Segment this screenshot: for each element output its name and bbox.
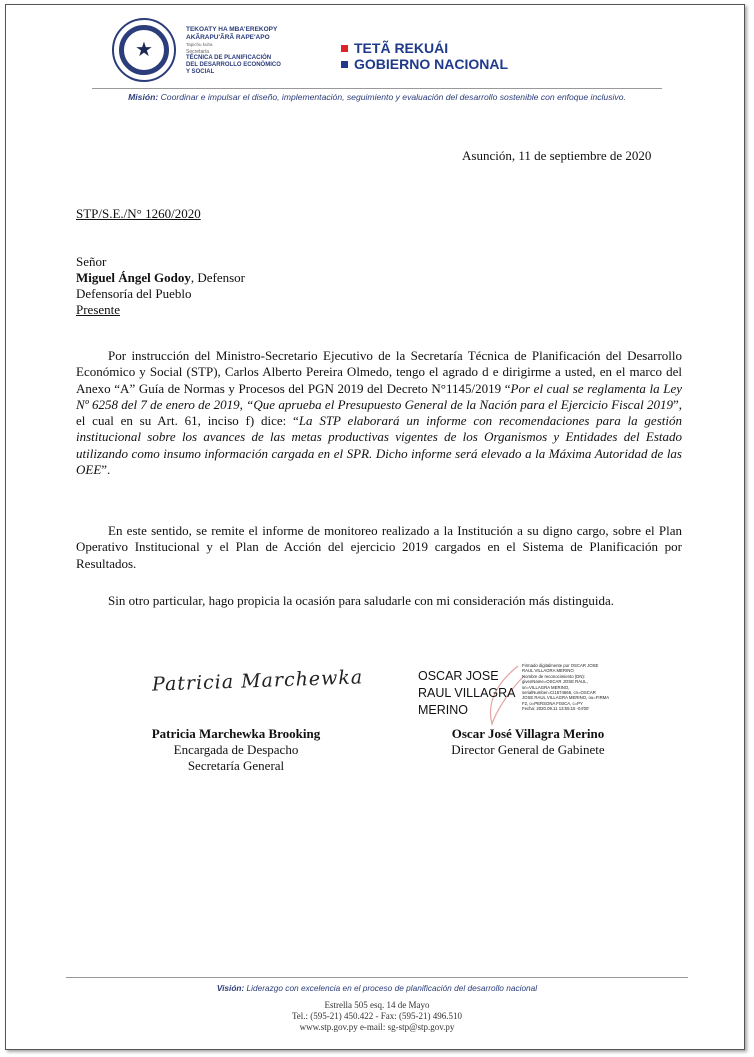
- signer-name-left: Patricia Marchewka Brooking: [151, 726, 321, 741]
- recipient-org: Defensoría del Pueblo: [76, 286, 192, 301]
- signer-title-left-1: Encargada de Despacho: [173, 742, 299, 757]
- letter-date: Asunción, 11 de septiembre de 2020: [462, 148, 652, 163]
- republic-seal-logo: ★: [112, 18, 176, 82]
- digital-signer-name: OSCAR JOSE RAUL VILLAGRA MERINO: [418, 669, 516, 717]
- signature-block-left: [118, 726, 354, 774]
- vision-statement: Visión: Liderazgo con excelencia en el proceso de planificación del desarrollo nacional: [216, 983, 538, 993]
- signature-block-right: [410, 726, 646, 758]
- mission-statement: Misión: Coordinar e impulsar el diseño, implementación, seguimiento y evaluación del desarrollo sostenible con enfoque inclusivo.: [128, 92, 626, 102]
- paragraph-3: Sin otro particular, hago propicia la ocasión para saludarle con mi consideración más distinguida.: [108, 593, 614, 608]
- recipient-block: [76, 254, 245, 318]
- signer-title-left-2: Secretaría General: [187, 758, 285, 773]
- recipient-name: Miguel Ángel Godoy: [76, 270, 191, 285]
- footer-web: www.stp.gov.py e-mail: sg-stp@stp.gov.py: [299, 1022, 455, 1032]
- paragraph-1: Por instrucción del Ministro-Secretario Ejecutivo de la Secretaría Técnica de Planificación del Desarrollo Económico y Social (STP), Carlos Alberto Pereira Olmedo, tengo el agrado d e dirigirme a usted, en el marco del Anexo “A” Guía de Normas y Procesos del PGN 2019 del Decreto N°1145/2019 “Por el cual se reglamenta la Ley Nº 6258 del 7 de enero de 2019, “Que aprueba el Presupuesto General de la Nación para el Ejercicio Fiscal 2019”, el cual en su Art. 61, inciso f) dice: “La STP elaborará un informe con recomendaciones para la gestión institucional sobre los avances de las metas productivas vigentes de los Organismos y Entidades del Estado utilizando como insumo información cargada en el SPR. Dicho informe será elevado a la Máxima Autoridad de las OEE”.: [76, 348, 683, 478]
- gobierno-nacional-logo: TETÃ REKUÁI GOBIERNO NACIONAL: [341, 40, 508, 72]
- handwritten-signature: Patricia Marchewka: [151, 666, 364, 696]
- footer-divider: [66, 977, 688, 978]
- paragraph-2: En este sentido, se remite el informe de monitoreo realizado a la Institución a su digno cargo, sobre el Plan Operativo Institucional y el Plan de Acción del ejercicio 2019 cargados en el Sistema de Planificación por Resultados.: [76, 523, 682, 571]
- signer-name-right: Oscar José Villagra Merino: [451, 726, 605, 741]
- digital-signature-details: Firmado digitalmente por OSCAR JOSE RAUL VILLAGRA MERINO Nombre de reconocimiento (DN): givenName=OSCAR JOSE RAUL, sn=VILLAGRA MERINO, serialNumber=CI1674666, cn=OSCAR JOSE RAUL VILLAGRA MERINO, ou=FIRMA F2, o=PERSONA FISICA, c=PY Fecha: 2020.09.11 13:55:15 -04'00': [522, 663, 610, 712]
- presente-label: Presente: [76, 302, 121, 317]
- header-divider: [92, 88, 662, 89]
- salutation: Señor: [76, 254, 107, 269]
- recipient-role: , Defensor: [190, 270, 245, 285]
- footer-phone: Tel.: (595-21) 450.422 - Fax: (595-21) 496.510: [291, 1011, 463, 1021]
- footer-address: Estrella 505 esq. 14 de Mayo: [324, 1000, 430, 1010]
- reference-number: STP/S.E./N° 1260/2020: [76, 206, 201, 221]
- signer-title-right: Director General de Gabinete: [451, 742, 605, 757]
- stp-logo-text: TEKOATY HA MBA'EREKOPY AKÃRAPU'ÃRÃ RAPE'APO Tapichu kuha Secretaría TÉCNICA DE PLANIFICACIÓN DEL DESARROLLO ECONÓMICO Y SOCIAL: [186, 26, 281, 75]
